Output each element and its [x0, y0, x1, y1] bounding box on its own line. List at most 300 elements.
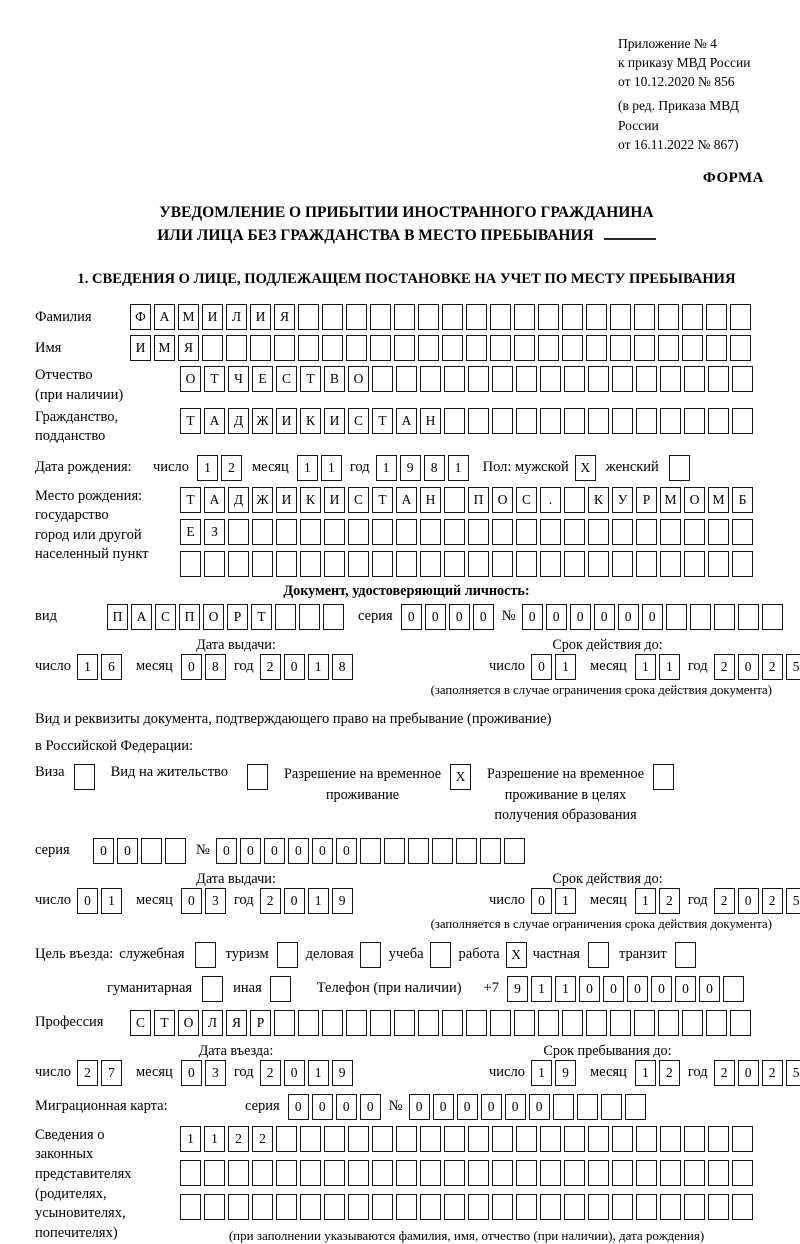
char-box[interactable] [372, 551, 393, 577]
char-box[interactable] [612, 1126, 633, 1152]
char-box[interactable]: 0 [284, 654, 305, 680]
char-box[interactable]: Д [228, 408, 249, 434]
char-box[interactable] [180, 1194, 201, 1220]
char-box[interactable] [324, 1194, 345, 1220]
char-box[interactable]: А [154, 304, 175, 330]
char-box[interactable] [636, 1194, 657, 1220]
char-box[interactable]: О [684, 487, 705, 513]
char-box[interactable] [540, 408, 561, 434]
char-box[interactable] [588, 408, 609, 434]
char-box[interactable] [660, 551, 681, 577]
char-box[interactable] [564, 1126, 585, 1152]
char-box[interactable] [762, 604, 783, 630]
char-box[interactable]: 0 [675, 976, 696, 1002]
char-box[interactable]: 1 [448, 455, 469, 481]
char-box[interactable] [468, 1126, 489, 1152]
char-box[interactable] [195, 942, 216, 968]
char-box[interactable] [372, 366, 393, 392]
char-box[interactable] [276, 519, 297, 545]
char-box[interactable]: 0 [505, 1094, 526, 1120]
char-box[interactable] [74, 764, 95, 790]
char-box[interactable] [636, 366, 657, 392]
char-box[interactable]: 1 [180, 1126, 201, 1152]
char-box[interactable] [202, 335, 223, 361]
char-box[interactable] [141, 838, 162, 864]
char-box[interactable] [564, 366, 585, 392]
char-box[interactable] [682, 335, 703, 361]
char-box[interactable] [228, 1160, 249, 1186]
char-box[interactable] [514, 1010, 535, 1036]
char-box[interactable]: 8 [205, 654, 226, 680]
char-box[interactable] [204, 551, 225, 577]
char-box[interactable] [348, 1194, 369, 1220]
char-box[interactable]: 2 [762, 888, 783, 914]
char-box[interactable] [324, 1126, 345, 1152]
char-box[interactable] [276, 1160, 297, 1186]
char-box[interactable]: 0 [336, 838, 357, 864]
char-box[interactable] [384, 838, 405, 864]
char-box[interactable] [538, 304, 559, 330]
char-box[interactable] [708, 519, 729, 545]
char-box[interactable]: Ч [228, 366, 249, 392]
char-box[interactable]: 0 [77, 888, 98, 914]
char-box[interactable] [490, 304, 511, 330]
char-box[interactable] [372, 1160, 393, 1186]
char-box[interactable]: 8 [424, 455, 445, 481]
char-box[interactable]: 0 [529, 1094, 550, 1120]
char-box[interactable] [636, 1160, 657, 1186]
char-box[interactable] [492, 1160, 513, 1186]
char-box[interactable] [708, 408, 729, 434]
char-box[interactable] [492, 551, 513, 577]
char-box[interactable]: Б [732, 487, 753, 513]
char-box[interactable]: С [348, 487, 369, 513]
char-box[interactable] [612, 551, 633, 577]
char-box[interactable] [666, 604, 687, 630]
char-box[interactable]: 0 [409, 1094, 430, 1120]
char-box[interactable]: 0 [312, 838, 333, 864]
char-box[interactable] [360, 942, 381, 968]
char-box[interactable]: Л [226, 304, 247, 330]
char-box[interactable] [660, 1126, 681, 1152]
char-box[interactable] [634, 1010, 655, 1036]
char-box[interactable]: 1 [297, 455, 318, 481]
char-box[interactable] [540, 1160, 561, 1186]
char-box[interactable]: 2 [252, 1126, 273, 1152]
char-box[interactable] [660, 1194, 681, 1220]
char-box[interactable]: С [155, 604, 176, 630]
char-box[interactable]: С [130, 1010, 151, 1036]
char-box[interactable]: К [300, 487, 321, 513]
char-box[interactable]: 7 [101, 1060, 122, 1086]
char-box[interactable] [468, 551, 489, 577]
char-box[interactable] [346, 335, 367, 361]
char-box[interactable]: Д [228, 487, 249, 513]
char-box[interactable] [432, 838, 453, 864]
char-box[interactable]: 2 [714, 654, 735, 680]
char-box[interactable] [562, 335, 583, 361]
char-box[interactable]: 0 [360, 1094, 381, 1120]
char-box[interactable]: 2 [714, 888, 735, 914]
char-box[interactable]: 2 [260, 888, 281, 914]
char-box[interactable] [690, 604, 711, 630]
char-box[interactable]: Р [250, 1010, 271, 1036]
char-box[interactable]: . [540, 487, 561, 513]
char-box[interactable] [538, 335, 559, 361]
char-box[interactable] [276, 1126, 297, 1152]
char-box[interactable]: 0 [627, 976, 648, 1002]
char-box[interactable] [430, 942, 451, 968]
char-box[interactable] [408, 838, 429, 864]
char-box[interactable]: О [492, 487, 513, 513]
char-box[interactable]: 0 [481, 1094, 502, 1120]
char-box[interactable] [348, 1126, 369, 1152]
char-box[interactable] [732, 1194, 753, 1220]
char-box[interactable] [492, 1194, 513, 1220]
char-box[interactable] [322, 1010, 343, 1036]
char-box[interactable]: Т [372, 408, 393, 434]
char-box[interactable]: 1 [204, 1126, 225, 1152]
char-box[interactable] [714, 604, 735, 630]
char-box[interactable] [247, 764, 268, 790]
char-box[interactable] [276, 551, 297, 577]
char-box[interactable]: 0 [651, 976, 672, 1002]
char-box[interactable] [708, 1126, 729, 1152]
char-box[interactable] [270, 976, 291, 1002]
char-box[interactable] [660, 519, 681, 545]
char-box[interactable] [468, 366, 489, 392]
char-box[interactable] [588, 942, 609, 968]
char-box[interactable]: 5 [786, 654, 800, 680]
char-box[interactable] [444, 487, 465, 513]
char-box[interactable]: 1 [635, 888, 656, 914]
char-box[interactable] [708, 1160, 729, 1186]
char-box[interactable]: 9 [400, 455, 421, 481]
char-box[interactable]: 0 [181, 1060, 202, 1086]
char-box[interactable] [252, 1160, 273, 1186]
char-box[interactable] [466, 335, 487, 361]
char-box[interactable]: К [588, 487, 609, 513]
char-box[interactable] [564, 1160, 585, 1186]
char-box[interactable] [732, 519, 753, 545]
char-box[interactable] [658, 335, 679, 361]
char-box[interactable] [180, 551, 201, 577]
char-box[interactable]: 5 [786, 1060, 800, 1086]
char-box[interactable]: 2 [260, 654, 281, 680]
char-box[interactable] [372, 1194, 393, 1220]
char-box[interactable] [636, 551, 657, 577]
char-box[interactable] [684, 551, 705, 577]
char-box[interactable] [394, 304, 415, 330]
char-box[interactable] [277, 942, 298, 968]
char-box[interactable] [468, 1194, 489, 1220]
char-box[interactable] [612, 519, 633, 545]
char-box[interactable] [298, 335, 319, 361]
char-box[interactable]: А [396, 487, 417, 513]
char-box[interactable]: С [516, 487, 537, 513]
char-box[interactable] [444, 551, 465, 577]
char-box[interactable]: 0 [288, 1094, 309, 1120]
char-box[interactable] [228, 551, 249, 577]
char-box[interactable] [228, 1194, 249, 1220]
char-box[interactable]: 0 [264, 838, 285, 864]
char-box[interactable] [226, 335, 247, 361]
char-box[interactable]: X [506, 942, 527, 968]
char-box[interactable] [276, 1194, 297, 1220]
char-box[interactable]: 2 [659, 1060, 680, 1086]
char-box[interactable] [516, 1160, 537, 1186]
char-box[interactable] [372, 519, 393, 545]
char-box[interactable] [420, 366, 441, 392]
char-box[interactable] [669, 455, 690, 481]
char-box[interactable]: В [324, 366, 345, 392]
char-box[interactable]: А [396, 408, 417, 434]
char-box[interactable] [418, 304, 439, 330]
char-box[interactable] [706, 1010, 727, 1036]
char-box[interactable] [346, 304, 367, 330]
char-box[interactable] [730, 1010, 751, 1036]
char-box[interactable] [468, 1160, 489, 1186]
char-box[interactable] [394, 1010, 415, 1036]
char-box[interactable] [730, 304, 751, 330]
char-box[interactable] [324, 551, 345, 577]
char-box[interactable]: М [708, 487, 729, 513]
char-box[interactable] [300, 551, 321, 577]
char-box[interactable] [723, 976, 744, 1002]
char-box[interactable]: 1 [308, 654, 329, 680]
char-box[interactable] [420, 1194, 441, 1220]
char-box[interactable]: 2 [762, 1060, 783, 1086]
char-box[interactable]: 0 [181, 888, 202, 914]
char-box[interactable]: Я [178, 335, 199, 361]
char-box[interactable] [625, 1094, 646, 1120]
char-box[interactable] [562, 1010, 583, 1036]
char-box[interactable]: С [276, 366, 297, 392]
char-box[interactable]: 2 [260, 1060, 281, 1086]
char-box[interactable]: 0 [594, 604, 615, 630]
char-box[interactable] [275, 604, 296, 630]
char-box[interactable] [324, 519, 345, 545]
char-box[interactable] [586, 335, 607, 361]
char-box[interactable] [601, 1094, 622, 1120]
char-box[interactable]: Е [252, 366, 273, 392]
char-box[interactable] [370, 335, 391, 361]
char-box[interactable]: 9 [555, 1060, 576, 1086]
char-box[interactable]: О [203, 604, 224, 630]
char-box[interactable]: Р [227, 604, 248, 630]
char-box[interactable]: 0 [288, 838, 309, 864]
char-box[interactable]: Т [154, 1010, 175, 1036]
char-box[interactable]: 1 [635, 654, 656, 680]
char-box[interactable] [540, 519, 561, 545]
char-box[interactable] [634, 304, 655, 330]
char-box[interactable] [420, 519, 441, 545]
char-box[interactable]: 0 [531, 654, 552, 680]
char-box[interactable]: X [575, 455, 596, 481]
char-box[interactable]: 6 [101, 654, 122, 680]
char-box[interactable]: П [468, 487, 489, 513]
char-box[interactable] [684, 1194, 705, 1220]
char-box[interactable] [204, 1194, 225, 1220]
char-box[interactable] [588, 1126, 609, 1152]
char-box[interactable] [165, 838, 186, 864]
char-box[interactable]: 0 [738, 888, 759, 914]
char-box[interactable]: 0 [738, 1060, 759, 1086]
char-box[interactable] [708, 366, 729, 392]
char-box[interactable] [653, 764, 674, 790]
char-box[interactable]: 1 [197, 455, 218, 481]
char-box[interactable] [420, 1160, 441, 1186]
char-box[interactable]: 0 [603, 976, 624, 1002]
char-box[interactable]: 0 [546, 604, 567, 630]
char-box[interactable]: К [300, 408, 321, 434]
char-box[interactable]: 2 [228, 1126, 249, 1152]
char-box[interactable]: 1 [555, 654, 576, 680]
char-box[interactable] [396, 1126, 417, 1152]
char-box[interactable] [492, 408, 513, 434]
char-box[interactable] [516, 408, 537, 434]
char-box[interactable] [660, 1160, 681, 1186]
char-box[interactable]: 9 [507, 976, 528, 1002]
char-box[interactable] [480, 838, 501, 864]
char-box[interactable]: У [612, 487, 633, 513]
char-box[interactable] [660, 366, 681, 392]
char-box[interactable] [492, 1126, 513, 1152]
char-box[interactable] [300, 1160, 321, 1186]
char-box[interactable] [732, 366, 753, 392]
char-box[interactable] [252, 551, 273, 577]
char-box[interactable] [588, 1194, 609, 1220]
char-box[interactable] [468, 408, 489, 434]
char-box[interactable] [636, 408, 657, 434]
char-box[interactable] [418, 335, 439, 361]
char-box[interactable]: О [180, 366, 201, 392]
char-box[interactable]: С [348, 408, 369, 434]
char-box[interactable] [564, 1194, 585, 1220]
char-box[interactable] [732, 408, 753, 434]
char-box[interactable]: 0 [449, 604, 470, 630]
char-box[interactable]: 0 [336, 1094, 357, 1120]
char-box[interactable] [204, 1160, 225, 1186]
char-box[interactable]: 0 [570, 604, 591, 630]
char-box[interactable] [466, 304, 487, 330]
char-box[interactable] [586, 304, 607, 330]
char-box[interactable]: 1 [659, 654, 680, 680]
char-box[interactable] [202, 976, 223, 1002]
char-box[interactable]: 0 [240, 838, 261, 864]
char-box[interactable] [348, 1160, 369, 1186]
char-box[interactable]: П [179, 604, 200, 630]
char-box[interactable] [610, 304, 631, 330]
char-box[interactable] [610, 335, 631, 361]
char-box[interactable]: 5 [786, 888, 800, 914]
char-box[interactable] [540, 551, 561, 577]
char-box[interactable] [444, 408, 465, 434]
char-box[interactable] [442, 335, 463, 361]
char-box[interactable]: 0 [401, 604, 422, 630]
char-box[interactable] [732, 1126, 753, 1152]
char-box[interactable] [370, 304, 391, 330]
char-box[interactable] [360, 838, 381, 864]
char-box[interactable]: 0 [457, 1094, 478, 1120]
char-box[interactable] [612, 1194, 633, 1220]
char-box[interactable]: 1 [635, 1060, 656, 1086]
char-box[interactable]: 1 [531, 976, 552, 1002]
char-box[interactable] [706, 335, 727, 361]
char-box[interactable]: Н [420, 487, 441, 513]
char-box[interactable] [252, 1194, 273, 1220]
char-box[interactable] [610, 1010, 631, 1036]
char-box[interactable]: О [178, 1010, 199, 1036]
char-box[interactable] [299, 604, 320, 630]
char-box[interactable] [553, 1094, 574, 1120]
char-box[interactable] [322, 304, 343, 330]
char-box[interactable]: 0 [284, 888, 305, 914]
char-box[interactable]: 0 [93, 838, 114, 864]
char-box[interactable] [420, 1126, 441, 1152]
char-box[interactable] [420, 551, 441, 577]
char-box[interactable] [634, 335, 655, 361]
char-box[interactable]: И [130, 335, 151, 361]
char-box[interactable]: 2 [762, 654, 783, 680]
char-box[interactable]: 0 [473, 604, 494, 630]
char-box[interactable] [588, 519, 609, 545]
char-box[interactable] [708, 1194, 729, 1220]
char-box[interactable] [684, 1126, 705, 1152]
char-box[interactable]: 3 [205, 888, 226, 914]
char-box[interactable]: П [107, 604, 128, 630]
char-box[interactable]: А [131, 604, 152, 630]
char-box[interactable] [514, 304, 535, 330]
char-box[interactable] [588, 551, 609, 577]
char-box[interactable]: 8 [332, 654, 353, 680]
char-box[interactable]: Л [202, 1010, 223, 1036]
char-box[interactable] [577, 1094, 598, 1120]
char-box[interactable] [442, 304, 463, 330]
char-box[interactable] [492, 366, 513, 392]
char-box[interactable]: 0 [579, 976, 600, 1002]
char-box[interactable]: 1 [555, 888, 576, 914]
char-box[interactable]: 1 [321, 455, 342, 481]
char-box[interactable]: Ж [252, 487, 273, 513]
char-box[interactable] [538, 1010, 559, 1036]
char-box[interactable]: М [660, 487, 681, 513]
char-box[interactable]: 9 [332, 1060, 353, 1086]
char-box[interactable] [514, 335, 535, 361]
char-box[interactable] [684, 366, 705, 392]
char-box[interactable] [396, 519, 417, 545]
char-box[interactable] [396, 1194, 417, 1220]
char-box[interactable]: Н [420, 408, 441, 434]
char-box[interactable] [540, 1194, 561, 1220]
char-box[interactable]: Я [274, 304, 295, 330]
char-box[interactable]: И [202, 304, 223, 330]
char-box[interactable]: 0 [425, 604, 446, 630]
char-box[interactable] [300, 519, 321, 545]
char-box[interactable]: М [154, 335, 175, 361]
char-box[interactable] [252, 519, 273, 545]
char-box[interactable] [444, 1194, 465, 1220]
char-box[interactable] [730, 335, 751, 361]
char-box[interactable] [564, 487, 585, 513]
char-box[interactable] [564, 408, 585, 434]
char-box[interactable] [456, 838, 477, 864]
char-box[interactable]: Е [180, 519, 201, 545]
char-box[interactable] [228, 519, 249, 545]
char-box[interactable] [684, 519, 705, 545]
char-box[interactable] [612, 408, 633, 434]
char-box[interactable] [298, 1010, 319, 1036]
